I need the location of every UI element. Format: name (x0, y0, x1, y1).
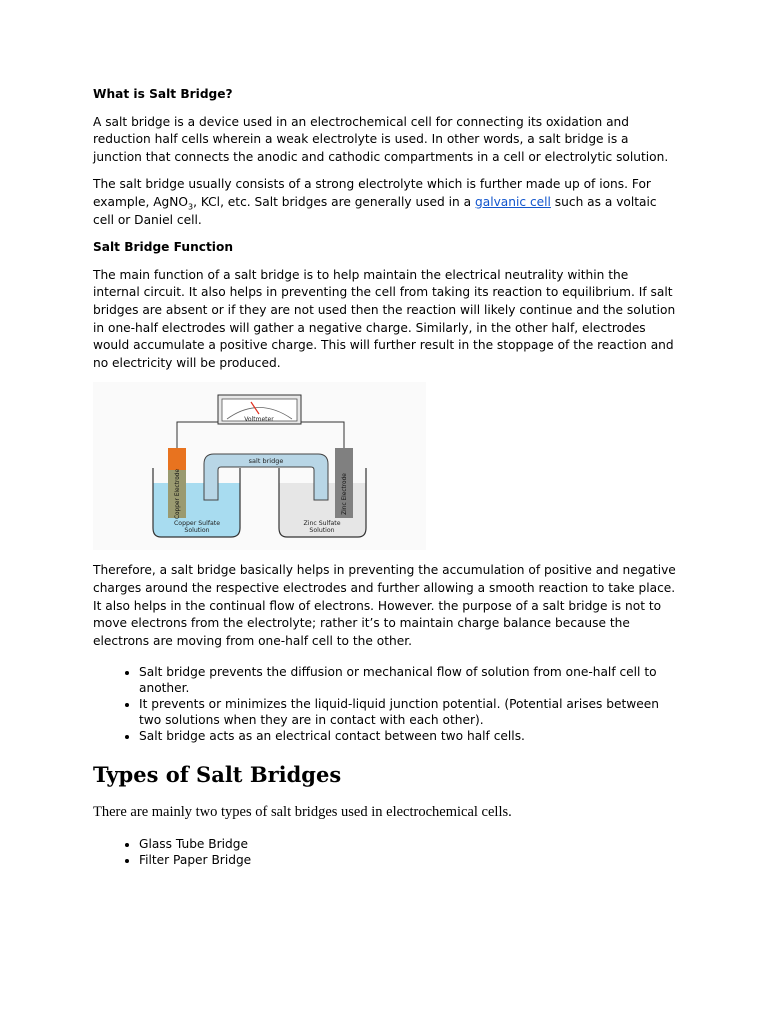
zinc-electrode-label: Zinc Electrode (342, 473, 348, 516)
section-heading-function: Salt Bridge Function (93, 240, 234, 255)
list-item: • Salt bridge prevents the diffusion or mechanical flow of solution from one-half cell to another. (139, 664, 677, 696)
document-page (93, 86, 677, 878)
zinc-electrode (335, 448, 353, 518)
function-bullet-list (93, 664, 677, 744)
galvanic-cell-link[interactable]: galvanic cell (475, 194, 551, 209)
paragraph-definition: A salt bridge is a device used in an electrochemical cell for connecting its oxidation and reduction half cells wherein a weak electrolyte is used. In other words, a salt bridge is a junction that connects the anodic and cathodic compartments in a cell or electrolytic solution. (93, 114, 669, 164)
types-bullet-list (93, 836, 677, 868)
paragraph-composition-text-1: The salt bridge usually consists of a strong electrolyte which is further made up of ions. For example, AgNO (93, 177, 651, 209)
copper-solution-label-2: Solution (184, 527, 210, 535)
copper-solution-label-1: Copper Sulfate (173, 520, 221, 528)
zinc-solution-label-1: Zinc Sulfate (303, 520, 341, 528)
salt-bridge-label: salt bridge (248, 457, 284, 466)
section-heading-what-is: What is Salt Bridge? (93, 87, 233, 101)
paragraph-composition-text-3: such as a voltaic cell or Daniel cell. (93, 194, 657, 227)
list-item: • Glass Tube Bridge (139, 836, 677, 852)
zinc-solution-label-2: Solution (309, 527, 335, 535)
paragraph-function: The main function of a salt bridge is to help maintain the electrical neutrality within the internal circuit. It also helps in preventing the cell from taking its reaction to equilibrium. If salt bridges are absent or if they are not used then the reaction will likely continue and the solution in one-half electrodes will gather a negative charge. Similarly, in the other half, electrodes would accumulate a positive charge. This will further result in the stoppage of the reaction and no electricity will be produced. (93, 267, 676, 370)
list-item: • Filter Paper Bridge (139, 852, 677, 868)
list-item: • Salt bridge acts as an electrical contact between two half cells. (139, 728, 677, 744)
section-heading-types: Types of Salt Bridges (93, 762, 342, 788)
copper-electrode-label: Copper Electrode (175, 469, 181, 520)
voltmeter-label: Voltmeter (244, 416, 274, 424)
voltmeter (218, 395, 301, 424)
salt-bridge-diagram (93, 382, 426, 550)
paragraph-summary: Therefore, a salt bridge basically helps in preventing the accumulation of positive and negative charges around the respective electrodes and further allowing a smooth reaction to take place. It also helps in the continual flow of electrons. However. the purpose of a salt bridge is not to move electrons from the electrolyte; rather it’s to maintain charge balance because the electrons are moving from one-half cell to the other. (93, 563, 676, 648)
paragraph-composition-text-2: , KCl, etc. Salt bridges are generally used in a (193, 194, 475, 209)
copper-electrode (168, 448, 186, 519)
list-item: • It prevents or minimizes the liquid-liquid junction potential. (Potential arises between two solutions when they are in contact with each other). (139, 696, 677, 728)
subscript-3: 3 (188, 202, 194, 212)
paragraph-composition (93, 176, 677, 229)
paragraph-types-intro: There are mainly two types of salt bridges used in electrochemical cells. (93, 804, 512, 821)
